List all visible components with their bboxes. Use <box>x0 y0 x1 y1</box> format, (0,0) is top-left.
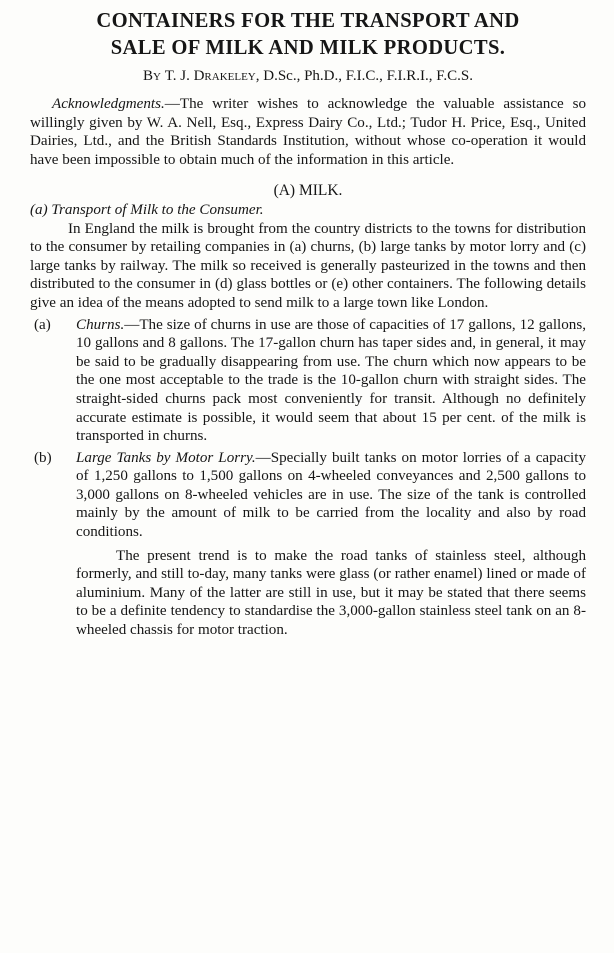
item-text: —Specially built tanks on motor lorries of a capacity of 1,250 gallons to 1,500 gallons on 4-wheeled conveyances and 2,500 gallons to 3,000 gallons on 8-wheeled vehicles are in use. The size of the tank is controlled mainly by the amount of milk to be carried from the locality and also by road conditions. <box>76 449 586 541</box>
section-heading: (A) MILK. <box>273 182 343 200</box>
byline-author: T. J. Drakeley <box>164 68 256 84</box>
trend-paragraph: The present trend is to make the road tanks of stainless steel, although formerly, and still to-day, many tanks were glass (or rather enamel) lined or made of aluminium. Many of the latter are still in use, but it may be stated that there seems to be a definite tendency to standardise the 3,000-gallon stainless steel tank on an 8-wheeled chassis for motor traction. <box>76 547 586 639</box>
byline-by: By <box>142 68 161 84</box>
article-title <box>30 8 586 62</box>
list-item <box>30 449 586 542</box>
list-item <box>30 316 586 446</box>
subsection-marker: (a) <box>30 201 48 218</box>
subsection-heading <box>30 201 586 220</box>
byline <box>30 66 586 86</box>
byline-credentials: , D.Sc., Ph.D., F.I.C., F.I.R.I., F.C.S. <box>255 68 474 84</box>
item-body <box>76 449 586 542</box>
item-heading: Churns. <box>76 316 125 333</box>
title-line-2: SALE OF MILK AND MILK PRODUCTS. <box>110 37 506 59</box>
acknowledgments-text: —The writer wishes to acknowledge the valuable assistance so willingly given by W. A. Nell, Esq., Express Dairy Co., Ltd.; Tudor H. Price, Esq., United Dairies, Ltd., and the British Standards Institution, without whose co-operation it would have been impossible to obtain much of the information in this article. <box>30 96 586 168</box>
item-label: (a) <box>34 316 51 333</box>
intro-paragraph: In England the milk is brought from the country districts to the towns for distribution to the consumer by retailing companies in (a) churns, (b) large tanks by motor lorry and (c) large tanks by railway. The milk so received is generally pasteurized in the towns and then distributed to the consumer in (d) glass bottles or (e) other containers. The following details give an idea of the means adopted to send milk to a large town like London. <box>30 220 586 311</box>
subsection-title: Transport of Milk to the Consumer. <box>51 201 264 218</box>
item-body <box>76 316 586 446</box>
title-line-1: CONTAINERS FOR THE TRANSPORT AND <box>96 10 520 32</box>
item-heading: Large Tanks by Motor Lorry. <box>76 449 256 466</box>
acknowledgments-paragraph <box>30 95 586 169</box>
item-text: —The size of churns in use are those of capacities of 17 gallons, 12 gallons, 10 gallons and 8 gallons. The 17-gallon churn has taper sides and, in general, it may be said to be gradually disappearing from use. The churn which now appears to be the one most acceptable to the trade is the 10-gallon churn with straight sides. The straight-sided churns pack most conveniently for transit. Although no definitely accurate estimate is possible, it would seem that about 15 per cent. of the milk is transported in churns. <box>76 316 586 445</box>
acknowledgments-label: Acknowledgments. <box>52 96 165 112</box>
item-label: (b) <box>34 449 52 466</box>
